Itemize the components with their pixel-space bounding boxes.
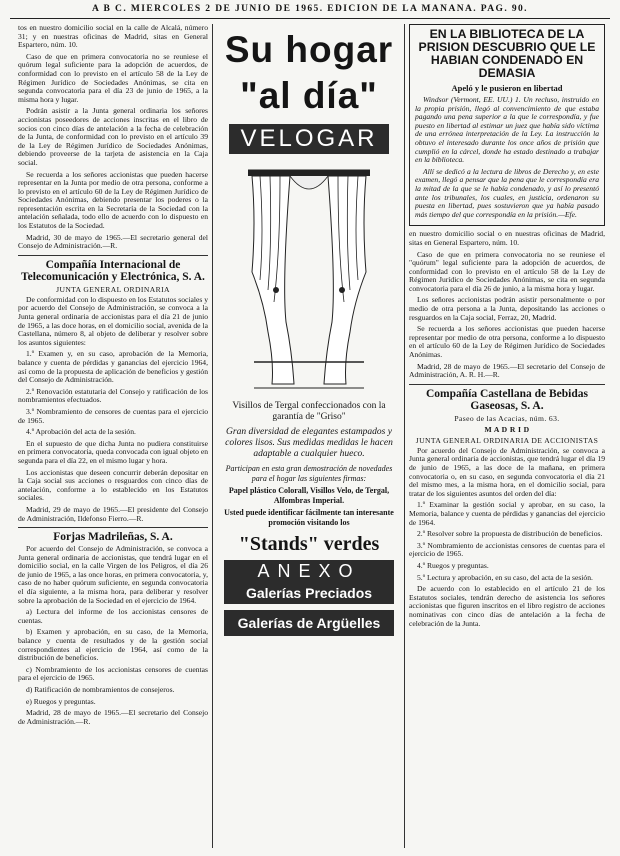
advertisement <box>218 24 400 852</box>
city-line: M A D R I D <box>484 424 530 434</box>
ad-text: Papel plástico Colorall, Visillos Velo, de Tergal, Alfombras Imperial. <box>228 486 390 505</box>
paragraph: Podrán asistir a la Junta general ordinaria los señores accionistas poseedores de acciones inscritas en el libro de socios con cinco días de antelación a la fecha de celebración de la Junta, de conformidad con lo previsto en el artículo 39 de la Ley de Régimen Jurídico de Sociedades Anónimas, debiendo proveerse de la tarjeta de asistencia en la Caja social. <box>18 106 208 167</box>
paragraph: De conformidad con lo dispuesto en los Estatutos sociales y por acuerdo del Consejo de Administración, se convoca a la Junta general ordinaria de accionistas para el día 21 de junio de 1965, a las doce horas, en el domicilio social, avenida de la Castellana, número 8, al objeto de deliberar y resolver sobre los asuntos siguientes: <box>18 294 208 347</box>
paragraph: Los señores accionistas podrán asistir personalmente o por medio de otra persona a la Junta, depositando las acciones o resguardos en la Caja social, Ferraz, 20, Madrid. <box>409 295 605 322</box>
paragraph: 4.º Aprobación del acta de la sesión. <box>26 427 136 437</box>
paragraph: Allí se dedicó a la lectura de libros de Derecho y, en este examen, llegó a pensar que la pena que le correspondía era la mitad de la que se le había condenado, y así lo presentó ante los tribunales, los cuales, en justicia, ordenaron su puesta en libertad, pues sostuvieron que ya había pasado más tiempo del que correspondía en la prisión.—Efe. <box>415 166 599 219</box>
paragraph: 2.º Renovación estatutaria del Consejo y ratificación de los nombramientos efectuados. <box>18 386 208 405</box>
divider <box>18 527 208 528</box>
paragraph: Madrid, 28 de mayo de 1965.—El secretario del Consejo de Administración.—R. <box>18 708 208 726</box>
company-heading: Compañía Castellana de Bebidas Gaseosas, S. A. <box>426 387 588 412</box>
company-heading: Forjas Madrileñas, S. A. <box>53 531 173 544</box>
paragraph: En el supuesto de que dicha Junta no pudiera constituirse en primera convocatoria, queda convocada con igual objeto en segunda para el día 22, en el mismo lugar y hora. <box>18 438 208 465</box>
brand-logo: VELOGAR <box>229 124 389 154</box>
left-column <box>18 24 208 852</box>
ad-text: Visillos de Tergal confeccionados con la garantía de "Griso" <box>232 401 386 422</box>
news-headline: EN LA BIBLIOTECA DE LA PRISION DESCUBRIO QUE LE HABIAN CONDENADO EN DEMASIA <box>418 27 596 80</box>
news-subheading: Apeló y le pusieron en libertad <box>451 83 563 93</box>
right-column <box>409 24 605 852</box>
paragraph: d) Ratificación de nombramientos de consejeros. <box>26 685 175 694</box>
ad-headline: Su hogar <box>224 29 394 70</box>
paragraph: Caso de que en primera convocatoria no se reuniese el "quórum" legal suficiente para la adopción de acuerdos, de conformidad con lo previsto en el artículo 58 de la Ley de Régimen Jurídico de Sociedades Anónimas, se cita en segunda convocatoria para el día 26 de junio, a la misma hora y lugar. <box>409 249 605 293</box>
paragraph: tos en nuestro domicilio social en la calle de Alcalá, número 31; y en nuestras oficinas de Madrid, sitas en General Espartero, núm. 10. <box>18 24 208 50</box>
paragraph: Se recuerda a los señores accionistas que pueden hacerse representar por medio de otra persona, conforme a lo dispuesto en el artículo 60 de la Ley de Régimen Jurídico de Sociedades Anónimas. <box>409 324 605 360</box>
paragraph: 1.º Examen y, en su caso, aprobación de la Memoria, balance y cuenta de pérdidas y ganancias del ejercicio 1964, así como de la propuesta de aplicación de beneficios y gestión del Consejo de Administración. <box>18 349 208 385</box>
paragraph: 4.º Ruegos y preguntas. <box>417 560 489 570</box>
company-heading: Compañía Internacional de Telecomunicación y Electrónica, S. A. <box>21 258 205 283</box>
paragraph: Por acuerdo del Consejo de Administración, se convoca a Junta general ordinaria de accionistas, que tendrá lugar el día 19 de junio de 1965, a las doce de la mañana, en primera convocatoria o, en su caso, en segunda convocatoria el día 21 del mismo mes, a la misma hora, en el domicilio social, para tratar de los siguientes asuntos del orden del día: <box>409 445 605 498</box>
paragraph: Los accionistas que deseen concurrir deberán depositar en la Caja social sus acciones o resguardos con cinco días de antelación, conforme a lo establecido en los Estatutos sociales. <box>18 467 208 503</box>
paragraph: De acuerdo con lo establecido en el artículo 21 de los Estatutos sociales, tendrán derecho de asistencia los señores accionistas que figuren inscritos en el libro registro de acciones nominativas con cinco días de antelación a la fecha de celebración de la Junta. <box>409 584 605 628</box>
paragraph: b) Examen y aprobación, en su caso, de la Memoria, balance y cuenta de resultados y de la gestión social correspondientes al ejercicio de 1964, así como de la distribución de beneficios. <box>18 627 208 663</box>
ad-headline: "al día" <box>240 75 378 116</box>
ad-text: Gran diversidad de elegantes estampados y colores lisos. Sus medidas medidas le hacen adaptable a cualquier hueco. <box>225 427 393 459</box>
paragraph: 1.º Examinar la gestión social y aprobar, en su caso, la Memoria, balance y cuenta de pérdidas y ganancias del ejercicio de 1964. <box>409 500 605 527</box>
curtain-window-illustration <box>234 162 384 392</box>
paragraph: 5.º Lectura y aprobación, en su caso, del acta de la sesión. <box>417 572 593 582</box>
ad-text: Usted puede identificar fácilmente tan interesante promoción visitando los <box>224 508 394 527</box>
store-name: Galerías de Argüelles <box>224 610 394 636</box>
paragraph: Madrid, 29 de mayo de 1965.—El presidente del Consejo de Administración, Ildefonso Fierro.—R. <box>18 504 208 523</box>
paragraph: Por acuerdo del Consejo de Administración, se convoca a Junta general ordinaria de accionistas, que tendrá lugar en el domicilio social, en la calle Virgen de los Peligros, el día 26 de junio de 1965, a las once horas, en primera convocatoria, y, caso de no haber quórum suficiente, en segunda convocatoria el día siguiente, a la misma hora, para deliberar y resolver sobre la aprobación de la Sociedad en el ejercicio de 1964. <box>18 544 208 605</box>
paragraph: Windsor (Vermont, EE. UU.) 1. Un recluso, instruido en la propia prisión, llegó al convencimiento de que estaba pagando una pena superior a la que le correspondía, y fue puesto en libertad al estimar un juez que había sido víctima de una errónea interpretación de la Ley. La instrucción la obtuvo el interesado durante los once años de prisión que cumplió en la cárcel, donde ha estado destinado a trabajar en la biblioteca. <box>415 95 599 165</box>
store-name: Galerías Preciados <box>224 582 394 604</box>
page-header: A B C. MIERCOLES 2 DE JUNIO DE 1965. EDICION DE LA MAÑANA. PAG. 90. <box>10 4 610 19</box>
paragraph: 2.º Resolver sobre la propuesta de distribución de beneficios. <box>417 529 603 539</box>
address-line: Paseo de las Acacias, núm. 63. <box>454 413 560 423</box>
ad-annex: ANEXO <box>224 560 394 582</box>
divider <box>18 255 208 256</box>
paragraph: Caso de que en primera convocatoria no se reuniese el quórum legal suficiente para la adopción de acuerdos, de conformidad con lo previsto en el artículo 58 de la Ley de Régimen Jurídico de Sociedades Anónimas, se cita en segunda convocatoria para el día 23 de junio de 1965, a la misma hora y lugar. <box>18 51 208 104</box>
notice-subheading: JUNTA GENERAL ORDINARIA DE ACCIONISTAS <box>415 435 599 445</box>
divider <box>409 384 605 385</box>
paragraph: 3.º Nombramiento de accionistas censores de cuentas para el ejercicio de 1965. <box>409 540 605 559</box>
paragraph: e) Ruegos y preguntas. <box>26 696 96 706</box>
paragraph: Se recuerda a los señores accionistas que pueden hacerse representar en la Junta por medio de otra persona, conforme a lo previsto en el artículo 60 de la Ley de Régimen Jurídico de Sociedades Anónimas, debiendo presentar los poderes o la representación escrita en la Secretaría de la Sociedad con la antelación señalada, todo ello de acuerdo con lo dispuesto en los Estatutos de la Sociedad. <box>18 169 208 231</box>
paragraph: a) Lectura del informe de los accionistas censores de cuentas. <box>18 607 208 625</box>
news-box <box>409 24 605 226</box>
column-divider <box>212 24 213 848</box>
paragraph: 3.º Nombramiento de censores de cuentas para el ejercicio de 1965. <box>18 406 208 425</box>
column-divider <box>404 24 405 848</box>
paragraph: Madrid, 30 de mayo de 1965.—El secretario general del Consejo de Administración.—R. <box>18 232 208 251</box>
ad-stands: "Stands" verdes <box>238 533 380 555</box>
notice-subheading: JUNTA GENERAL ORDINARIA <box>56 284 170 294</box>
ad-text: Participan en esta gran demostración de novedades para el hogar las siguientes firmas: <box>225 464 393 483</box>
paragraph: c) Nombramiento de los accionistas censores de cuentas para el ejercicio de 1965. <box>18 664 208 683</box>
paragraph: en nuestro domicilio social o en nuestras oficinas de Madrid, sitas en General Espartero, núm. 10. <box>409 229 605 247</box>
paragraph: Madrid, 28 de mayo de 1965.—El secretario del Consejo de Administración, A. R. H.—R. <box>409 361 605 380</box>
